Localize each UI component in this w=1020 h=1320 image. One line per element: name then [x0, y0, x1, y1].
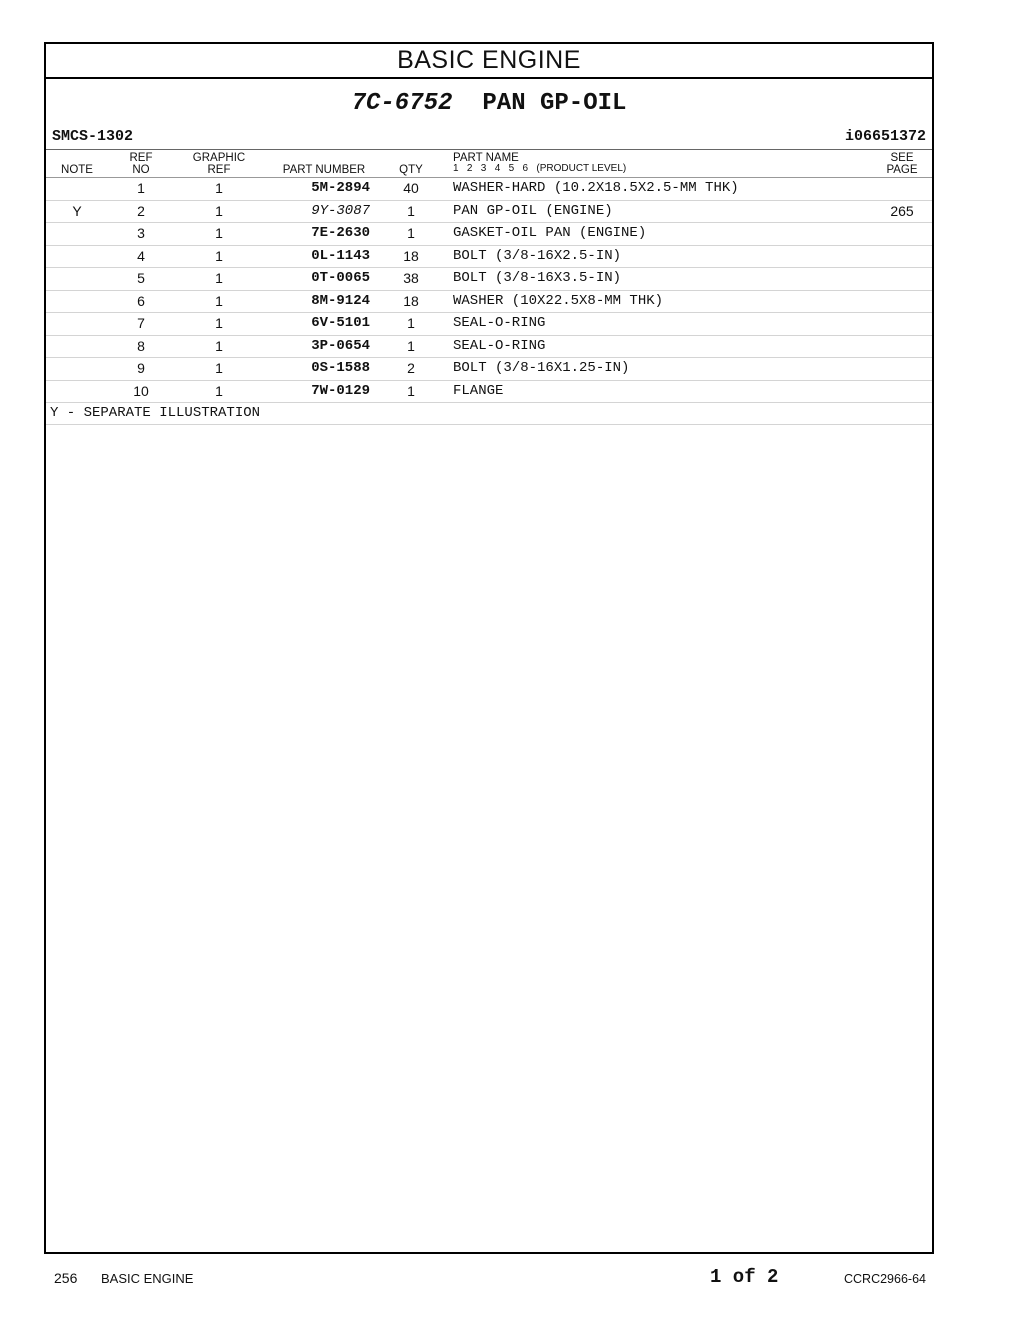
row-part-number[interactable]: 3P-0654: [311, 337, 370, 354]
table-row: [46, 313, 932, 336]
row-part-number[interactable]: 0T-0065: [311, 270, 370, 286]
row-graphic-ref: 1: [215, 270, 223, 286]
part-title: [46, 79, 932, 125]
illustration-id: i06651372: [844, 128, 926, 145]
row-part-number[interactable]: 9Y-3087: [311, 202, 370, 219]
header-product-level: 1 2 3 4 5 6 (PRODUCT LEVEL): [453, 163, 627, 174]
header-graphic-top: GRAPHIC: [192, 152, 246, 164]
row-graphic-ref: 1: [215, 315, 223, 331]
row-qty: 38: [403, 270, 419, 286]
row-part-number[interactable]: 0S-1588: [311, 360, 370, 376]
row-part-number[interactable]: 0L-1143: [311, 247, 370, 264]
row-ref-no: 8: [137, 337, 145, 354]
row-ref-no: 9: [137, 360, 145, 376]
row-graphic-ref: 1: [215, 382, 223, 399]
footnote: Y - SEPARATE ILLUSTRATION: [46, 403, 932, 425]
row-part-name: BOLT (3/8-16X3.5-IN): [453, 270, 622, 286]
header-ref-bottom: NO: [132, 164, 150, 176]
row-qty: 40: [403, 180, 419, 196]
smcs-row: [46, 125, 932, 150]
row-note: Y: [72, 202, 82, 219]
row-qty: 1: [407, 202, 415, 219]
row-qty: 1: [407, 337, 415, 354]
row-part-name: WASHER-HARD (10.2X18.5X2.5-MM THK): [453, 180, 739, 196]
row-part-name: GASKET-OIL PAN (ENGINE): [453, 225, 647, 241]
section-title: BASIC ENGINE: [46, 44, 932, 79]
row-graphic-ref: 1: [215, 180, 223, 196]
row-graphic-ref: 1: [215, 202, 223, 219]
row-qty: 1: [407, 315, 415, 331]
part-group-name: PAN GP-OIL: [482, 90, 627, 117]
smcs-code: SMCS-1302: [52, 128, 134, 145]
row-graphic-ref: 1: [215, 247, 223, 264]
row-ref-no: 2: [137, 202, 145, 219]
column-headers: [46, 150, 932, 178]
table-row: [46, 358, 932, 381]
table-row: [46, 336, 932, 359]
table-row: [46, 381, 932, 404]
row-ref-no: 6: [137, 292, 145, 309]
footer-page-of: 1 of 2: [710, 1266, 779, 1288]
header-see-top: SEE: [890, 152, 914, 164]
row-ref-no: 7: [137, 315, 145, 331]
header-note: NOTE: [61, 164, 93, 176]
part-group-number: 7C-6752: [351, 90, 453, 117]
row-part-number[interactable]: 5M-2894: [311, 180, 370, 196]
row-qty: 18: [403, 247, 419, 264]
row-part-name: SEAL-O-RING: [453, 337, 546, 354]
row-ref-no: 10: [133, 382, 149, 399]
row-part-name: SEAL-O-RING: [453, 315, 546, 331]
row-qty: 1: [407, 382, 415, 399]
page-footer: [0, 1262, 1020, 1292]
row-qty: 1: [407, 225, 415, 241]
header-ref-top: REF: [129, 152, 153, 164]
table-row: [46, 201, 932, 224]
table-row: [46, 246, 932, 269]
table-row: [46, 268, 932, 291]
header-part-name: PART NAME: [453, 152, 519, 164]
row-part-number[interactable]: 6V-5101: [311, 315, 370, 331]
row-graphic-ref: 1: [215, 225, 223, 241]
row-graphic-ref: 1: [215, 292, 223, 309]
row-part-number[interactable]: 7W-0129: [311, 382, 370, 399]
row-part-number[interactable]: 7E-2630: [311, 225, 370, 241]
footer-section: BASIC ENGINE: [101, 1271, 194, 1286]
footer-page-number: 256: [54, 1270, 78, 1286]
row-part-number[interactable]: 8M-9124: [311, 292, 370, 309]
row-graphic-ref: 1: [215, 337, 223, 354]
row-qty: 2: [407, 360, 415, 376]
row-ref-no: 4: [137, 247, 145, 264]
header-qty: QTY: [399, 164, 423, 176]
row-ref-no: 3: [137, 225, 145, 241]
row-part-name: BOLT (3/8-16X2.5-IN): [453, 247, 622, 264]
parts-page-frame: [44, 42, 934, 1254]
footer-doc-code: CCRC2966-64: [844, 1272, 926, 1286]
table-row: [46, 178, 932, 201]
row-see-page[interactable]: 265: [890, 202, 914, 219]
row-part-name: BOLT (3/8-16X1.25-IN): [453, 360, 630, 376]
header-part-number: PART NUMBER: [282, 164, 366, 176]
table-row: [46, 291, 932, 314]
row-part-name: WASHER (10X22.5X8-MM THK): [453, 292, 664, 309]
row-part-name: FLANGE: [453, 382, 504, 399]
row-ref-no: 1: [137, 180, 145, 196]
row-graphic-ref: 1: [215, 360, 223, 376]
row-ref-no: 5: [137, 270, 145, 286]
row-qty: 18: [403, 292, 419, 309]
row-part-name: PAN GP-OIL (ENGINE): [453, 202, 613, 219]
header-graphic-bottom: REF: [207, 164, 231, 176]
header-see-bottom: PAGE: [886, 164, 918, 176]
table-row: [46, 223, 932, 246]
